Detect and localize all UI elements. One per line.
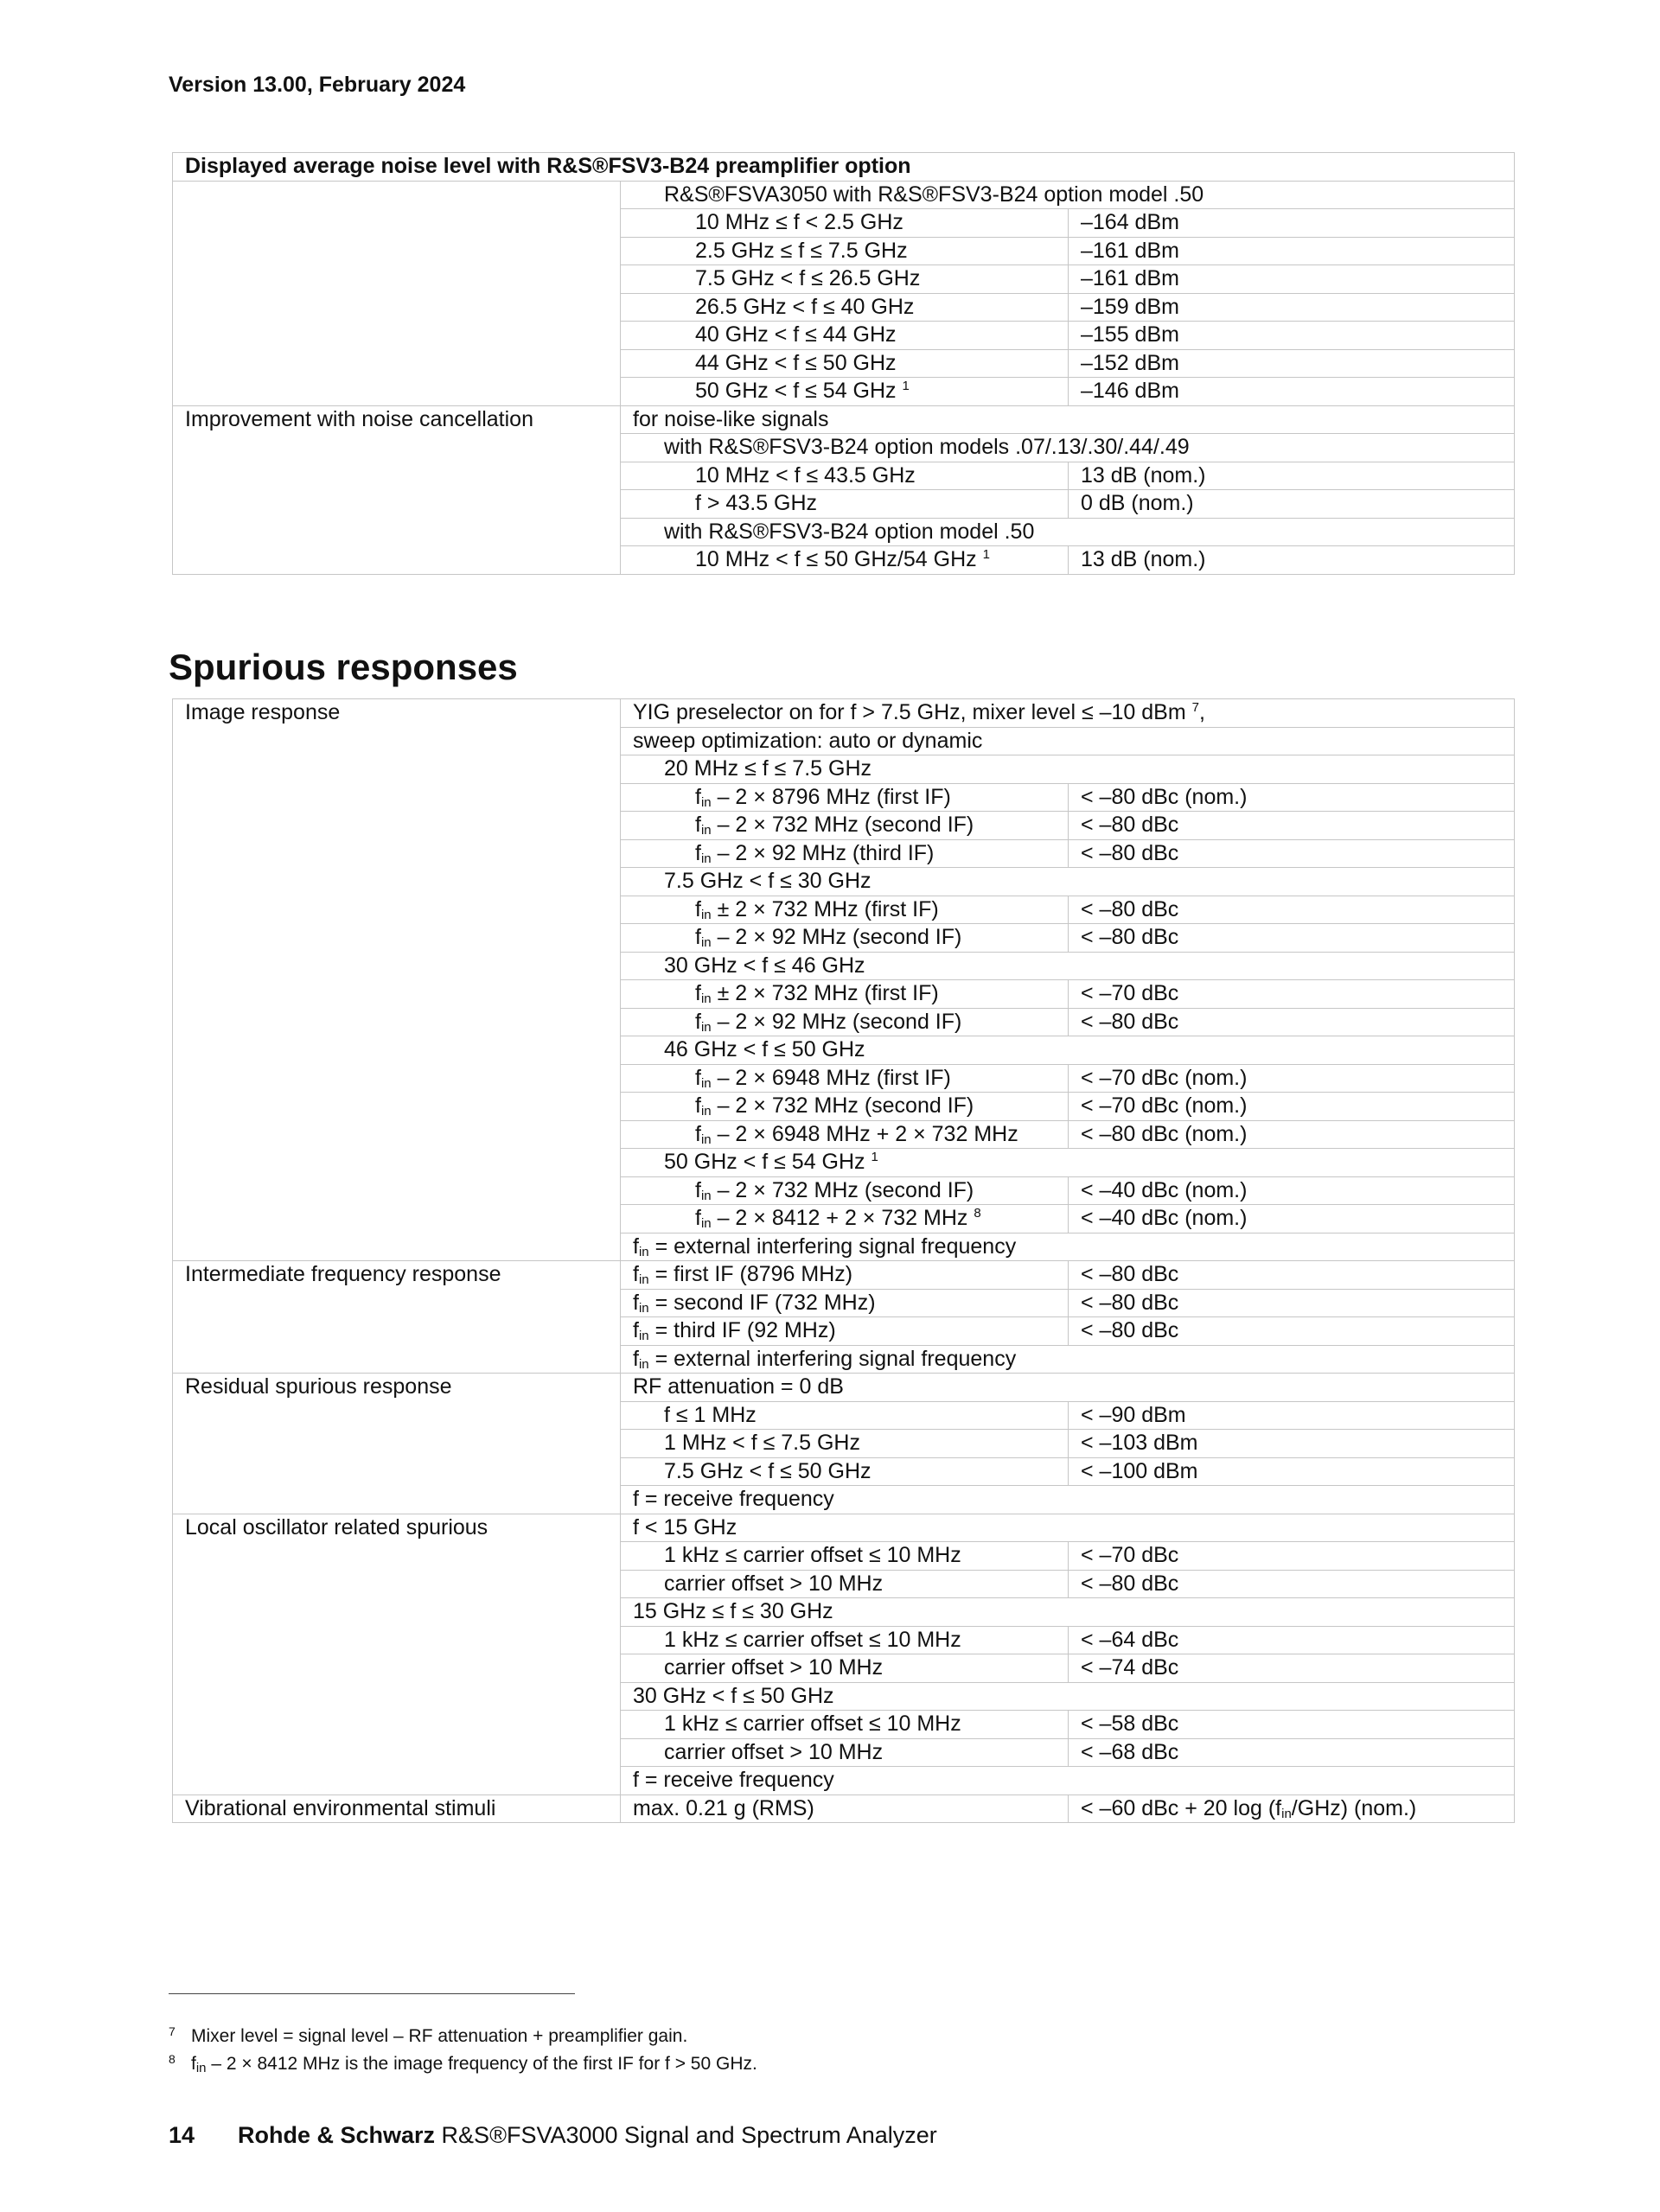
spec-value: < –70 dBc	[1069, 1542, 1515, 1571]
spec-value: < –74 dBc	[1069, 1654, 1515, 1683]
freq-band: 50 GHz < f ≤ 54 GHz $^1$	[621, 1149, 1515, 1177]
table-row	[173, 1514, 1515, 1542]
offset-range: 1 kHz ≤ carrier offset ≤ 10 MHz	[621, 1711, 1069, 1739]
spur-term: $f_{in}$ = third IF (92 MHz)	[621, 1317, 1069, 1346]
spec-value: < –80 dBc	[1069, 1317, 1515, 1346]
model-line: with R&S®FSV3-B24 option model .50	[621, 518, 1515, 546]
table-row	[173, 1794, 1515, 1823]
spec-value: < –70 dBc (nom.)	[1069, 1093, 1515, 1121]
spec-value: –161 dBm	[1069, 265, 1515, 294]
freq-range: 2.5 GHz ≤ f ≤ 7.5 GHz	[621, 237, 1069, 265]
freq-range: 7.5 GHz < f ≤ 50 GHz	[621, 1457, 1069, 1486]
table-row	[173, 181, 1515, 209]
freq-range: f > 43.5 GHz	[621, 490, 1069, 519]
spec-value: < –100 dBm	[1069, 1457, 1515, 1486]
spec-value: –161 dBm	[1069, 237, 1515, 265]
spur-term: $f_{in} - 2 \times 92$ MHz (second IF)	[621, 924, 1069, 953]
spec-value: < –70 dBc	[1069, 980, 1515, 1009]
table-row	[173, 405, 1515, 434]
row-label: Local oscillator related spurious	[173, 1514, 621, 1794]
spec-value: < –80 dBc	[1069, 1261, 1515, 1290]
spec-value: < –58 dBc	[1069, 1711, 1515, 1739]
offset-range: carrier offset > 10 MHz	[621, 1654, 1069, 1683]
freq-band: 7.5 GHz < f ≤ 30 GHz	[621, 868, 1515, 896]
freq-range: 10 MHz ≤ f < 2.5 GHz	[621, 209, 1069, 238]
footnote-ref: 1	[982, 547, 990, 562]
spur-term: $f_{in} - 2 \times 8412 + 2 \times 732$ MHz $^8$	[621, 1205, 1069, 1233]
freq-range: f ≤ 1 MHz	[621, 1401, 1069, 1430]
offset-range: carrier offset > 10 MHz	[621, 1570, 1069, 1598]
spec-value: < –80 dBc	[1069, 1289, 1515, 1317]
spec-value: 0 dB (nom.)	[1069, 490, 1515, 519]
freq-range: 40 GHz < f ≤ 44 GHz	[621, 322, 1069, 350]
spec-value: < –80 dBc	[1069, 812, 1515, 840]
spec-value: < –80 dBc	[1069, 1570, 1515, 1598]
row-label: Intermediate frequency response	[173, 1261, 621, 1374]
spec-value: –155 dBm	[1069, 322, 1515, 350]
spur-term: $f_{in} - 2 \times 6948$ MHz (first IF)	[621, 1064, 1069, 1093]
footnote-7: 7 Mixer level = signal level – RF attenuation + preamplifier gain.	[169, 2024, 688, 2046]
version-header: Version 13.00, February 2024	[169, 73, 466, 97]
freq-band: f < 15 GHz	[621, 1514, 1515, 1542]
spec-value: < –70 dBc (nom.)	[1069, 1064, 1515, 1093]
freq-range: 7.5 GHz < f ≤ 26.5 GHz	[621, 265, 1069, 294]
offset-range: 1 kHz ≤ carrier offset ≤ 10 MHz	[621, 1542, 1069, 1571]
spec-value: < –60 dBc + 20 $\log (f_{in}/GHz)$ (nom.)	[1069, 1794, 1515, 1823]
footnote-divider	[169, 1993, 575, 1994]
freq-range: 10 MHz < f ≤ 43.5 GHz	[621, 462, 1069, 490]
spur-term: $f_{in} - 2 \times 8796$ MHz (first IF)	[621, 783, 1069, 812]
freq-range: 1 MHz < f ≤ 7.5 GHz	[621, 1430, 1069, 1458]
condition: sweep optimization: auto or dynamic	[621, 727, 1515, 755]
note: f = receive frequency	[621, 1767, 1515, 1795]
freq-range: 50 GHz < f ≤ 54 GHz $^1$	[621, 378, 1069, 406]
spec-value: < –68 dBc	[1069, 1738, 1515, 1767]
spec-value: –159 dBm	[1069, 293, 1515, 322]
freq-band: 46 GHz < f ≤ 50 GHz	[621, 1036, 1515, 1065]
freq-band: 15 GHz ≤ f ≤ 30 GHz	[621, 1598, 1515, 1627]
spec-value: < –80 dBc	[1069, 924, 1515, 953]
footnote-ref: 8	[974, 1206, 981, 1221]
model-line: R&S®FSVA3050 with R&S®FSV3-B24 option model .50	[621, 181, 1515, 209]
freq-range: 26.5 GHz < f ≤ 40 GHz	[621, 293, 1069, 322]
row-label: Residual spurious response	[173, 1374, 621, 1514]
spec-value: < –64 dBc	[1069, 1626, 1515, 1654]
spec-value: < –103 dBm	[1069, 1430, 1515, 1458]
spec-value: < –80 dBc (nom.)	[1069, 1120, 1515, 1149]
spec-value: –152 dBm	[1069, 349, 1515, 378]
footnote-8: 8 $f_{in} - 2 \times 8412$ MHz is the image frequency of the first IF for f > 50 GHz.	[169, 2052, 757, 2075]
freq-band: 30 GHz < f ≤ 46 GHz	[621, 952, 1515, 980]
page-footer	[169, 2122, 937, 2149]
footnote-ref: 7	[1191, 700, 1199, 715]
spec-value: < –80 dBc (nom.)	[1069, 783, 1515, 812]
spec-value: 13 dB (nom.)	[1069, 462, 1515, 490]
table-row	[173, 1261, 1515, 1290]
spur-term: $f_{in} - 2 \times 92$ MHz (third IF)	[621, 839, 1069, 868]
spur-term: $f_{in} - 2 \times 732$ MHz (second IF)	[621, 1176, 1069, 1205]
condition: for noise-like signals	[621, 405, 1515, 434]
row-label: Image response	[173, 699, 621, 1261]
spec-value: < –40 dBc (nom.)	[1069, 1205, 1515, 1233]
note: f = receive frequency	[621, 1486, 1515, 1514]
page-number: 14	[169, 2122, 195, 2148]
row-label: Vibrational environmental stimuli	[173, 1794, 621, 1823]
footnote-ref: 1	[902, 379, 910, 393]
freq-range: 44 GHz < f ≤ 50 GHz	[621, 349, 1069, 378]
spec-value: < –80 dBc	[1069, 1008, 1515, 1036]
spec-value: < –80 dBc	[1069, 896, 1515, 924]
danl-preamp-table	[172, 152, 1515, 575]
model-line: with R&S®FSV3-B24 option models .07/.13/.30/.44/.49	[621, 434, 1515, 462]
danl-title: Displayed average noise level with R&S®FSV3-B24 preamplifier option	[173, 153, 1515, 182]
condition: RF attenuation = 0 dB	[621, 1374, 1515, 1402]
spur-term: $f_{in}$ = second IF (732 MHz)	[621, 1289, 1069, 1317]
spur-term: $f_{in}$ = first IF (8796 MHz)	[621, 1261, 1069, 1290]
condition: YIG preselector on for f > 7.5 GHz, mixer level ≤ –10 dBm $^7$,	[621, 699, 1515, 728]
spur-term: $f_{in} \pm 2 \times 732$ MHz (first IF)	[621, 980, 1069, 1009]
product-name: R&S®FSVA3000 Signal and Spectrum Analyzer	[435, 2122, 937, 2148]
offset-range: 1 kHz ≤ carrier offset ≤ 10 MHz	[621, 1626, 1069, 1654]
note: $f_{in}$ = external interfering signal frequency	[621, 1233, 1515, 1261]
freq-band: 30 GHz < f ≤ 50 GHz	[621, 1682, 1515, 1711]
spec-value: –146 dBm	[1069, 378, 1515, 406]
spec-value: < –80 dBc	[1069, 839, 1515, 868]
spec-value: 13 dB (nom.)	[1069, 546, 1515, 575]
row-label: Improvement with noise cancellation	[173, 405, 621, 574]
spec-value: < –90 dBm	[1069, 1401, 1515, 1430]
freq-band: 20 MHz ≤ f ≤ 7.5 GHz	[621, 755, 1515, 784]
section-title-spurious: Spurious responses	[169, 647, 518, 687]
table-row	[173, 699, 1515, 728]
spur-term: $f_{in} - 2 \times 92$ MHz (second IF)	[621, 1008, 1069, 1036]
spurious-table	[172, 698, 1515, 1823]
note: $f_{in}$ = external interfering signal frequency	[621, 1345, 1515, 1374]
spec-value: < –40 dBc (nom.)	[1069, 1176, 1515, 1205]
offset-range: carrier offset > 10 MHz	[621, 1738, 1069, 1767]
condition: max. 0.21 g (RMS)	[621, 1794, 1069, 1823]
empty-label-cell	[173, 181, 621, 405]
spec-value: –164 dBm	[1069, 209, 1515, 238]
spur-term: $f_{in} - 2 \times 732$ MHz (second IF)	[621, 812, 1069, 840]
table-row	[173, 1374, 1515, 1402]
brand: Rohde & Schwarz	[238, 2122, 436, 2148]
spur-term: $f_{in} - 2 \times 6948$ MHz + 2 × 732 MHz	[621, 1120, 1069, 1149]
footnote-ref: 1	[871, 1150, 878, 1164]
freq-range: 10 MHz < f ≤ 50 GHz/54 GHz $^1$	[621, 546, 1069, 575]
spur-term: $f_{in} \pm 2 \times 732$ MHz (first IF)	[621, 896, 1069, 924]
spur-term: $f_{in} - 2 \times 732$ MHz (second IF)	[621, 1093, 1069, 1121]
table-row	[173, 153, 1515, 182]
